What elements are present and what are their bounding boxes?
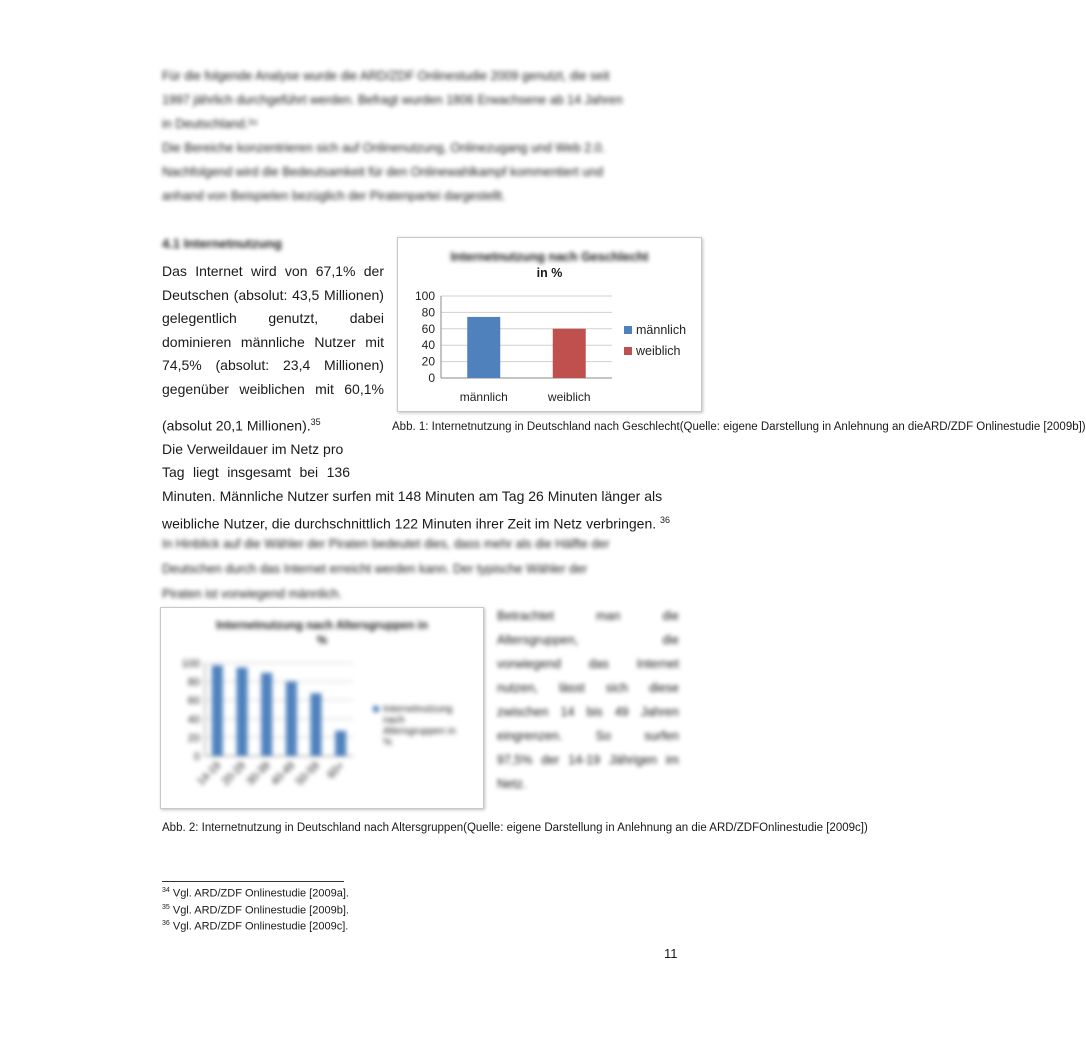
legend-label: % — [383, 737, 392, 748]
main-text-line-d — [162, 461, 350, 485]
footnote-number: 36 — [162, 920, 170, 928]
chart2-title-line2: % — [316, 635, 328, 647]
bar-weiblich — [553, 329, 586, 378]
chart1-title-line1: Internetnutzung nach Geschlecht — [450, 250, 649, 264]
chart-gender — [397, 237, 702, 412]
word: diese — [649, 681, 679, 695]
side-text-line — [497, 748, 679, 772]
word: Jahren — [640, 705, 679, 719]
chart1-caption-line: (Quelle: eigene Darstellung in Anlehnung an die — [679, 421, 924, 433]
word: Nutzer — [314, 333, 356, 350]
chart2-blur-layer — [161, 608, 483, 808]
chart2-caption-line: Onlinestudie [2009c]) — [759, 822, 868, 834]
footnote-ref-35: 35 — [310, 417, 321, 427]
side-text-line — [497, 652, 679, 676]
bar — [237, 667, 248, 756]
main-text-e: Minuten. Männliche Nutzer surfen mit 148 Minuten am Tag 26 Minuten länger als — [162, 488, 663, 504]
word: eingrenzen. — [497, 729, 563, 743]
bar — [335, 731, 346, 756]
word: man — [595, 609, 621, 623]
legend-label: weiblich — [636, 344, 681, 358]
word: So — [595, 729, 611, 743]
footnotes — [162, 884, 349, 934]
chart1-caption-line: ARD/ZDF Onlinestudie [2009b]) — [923, 421, 1086, 433]
intro-line: Nachfolgend wird die Bedeutsamkeit für den Onlinewahlkampf kommentiert und — [162, 165, 604, 179]
word: dominieren — [162, 333, 232, 350]
footnote — [162, 901, 349, 918]
word: Jährigen — [609, 753, 657, 767]
side-text-line — [497, 628, 679, 652]
word: nutzen, — [497, 681, 539, 695]
word: 60,1% — [344, 380, 384, 397]
legend-label: Altersgruppen in — [383, 726, 456, 737]
footnote-text: Vgl. ARD/ZDF Onlinestudie [2009b]. — [169, 904, 349, 917]
word: wird — [250, 263, 277, 279]
side-text-line — [497, 772, 679, 796]
word: Netz. — [497, 777, 527, 791]
intro-line: Für die folgende Analyse wurde die ARD/ZDF Onlinestudie 2009 genutzt, die seit — [162, 69, 610, 83]
word: Millionen) — [324, 286, 384, 303]
y-tick-label: 100 — [181, 658, 200, 670]
y-tick-label: 60 — [187, 695, 200, 708]
word: genutzt, — [268, 310, 319, 326]
chart2-plot — [161, 608, 483, 808]
x-tick-label: 30-39 — [244, 759, 273, 789]
word: weiblichen — [239, 380, 305, 397]
bar — [212, 665, 223, 756]
legend-swatch — [624, 326, 632, 334]
x-tick-label: männlich — [459, 390, 508, 404]
word: von — [284, 263, 308, 279]
chart1-caption-line: Abb. 1: Internetnutzung in Deutschland nach Geschlecht — [392, 421, 680, 433]
word: bei — [299, 464, 319, 480]
main-text-line-c — [162, 438, 350, 462]
word: zwischen — [497, 705, 549, 719]
side-text-line — [497, 604, 679, 628]
word: Das — [162, 263, 187, 279]
intro-line: Die Bereiche konzentrieren sich auf Onlinenutzung, Onlinezugang und Web 2.0. — [162, 141, 606, 155]
intro-line: in Deutschland.³⁴ — [162, 117, 258, 131]
main-text-line — [162, 260, 384, 284]
word: Altersgruppen, — [497, 633, 579, 647]
intro-line: 1997 jährlich durchgeführt werden. Befragt wurden 1806 Erwachsene ab 14 Jahren — [162, 93, 623, 107]
legend-label: männlich — [636, 323, 687, 337]
x-tick-label: 20-29 — [219, 759, 249, 789]
section-heading: 4.1 Internetnutzung — [162, 236, 282, 251]
main-text-f: weibliche Nutzer, die durchschnittlich 122 Minuten ihrer Zeit im Netz verbringen. — [162, 515, 657, 532]
word: männliche — [240, 333, 305, 350]
y-tick-label: 100 — [414, 289, 435, 303]
footnote-text: Vgl. ARD/ZDF Onlinestudie [2009a]. — [169, 887, 349, 900]
word: mit — [365, 333, 384, 350]
page-number: 11 — [664, 946, 678, 961]
x-tick-label: 50-59 — [293, 759, 323, 789]
main-text-line — [162, 307, 384, 331]
side-text-line — [497, 676, 679, 700]
chart2-title-line1: Internetnutzung nach Altersgruppen in — [216, 620, 428, 632]
word: bis — [586, 705, 603, 719]
x-tick-label: weiblich — [547, 390, 591, 404]
word: die — [662, 609, 679, 623]
word: 67,1% — [315, 263, 356, 279]
x-tick-label: 40-49 — [269, 759, 298, 789]
legend-swatch — [373, 706, 379, 712]
paragraph-2-line: In Hinblick auf die Wähler der Piraten bedeutet dies, dass mehr als die Hälfte der — [162, 537, 610, 551]
word: Deutschen — [162, 286, 229, 303]
main-text-block-a — [162, 260, 384, 401]
y-tick-label: 80 — [421, 305, 435, 320]
y-tick-label: 0 — [428, 371, 435, 385]
word: der — [363, 263, 384, 279]
y-tick-label: 40 — [421, 338, 435, 353]
word: mit — [315, 380, 334, 397]
bar-männlich — [467, 317, 500, 378]
word: 43,5 — [292, 286, 320, 303]
word: lässt — [559, 681, 585, 695]
chart1-caption — [392, 420, 1086, 434]
word: Millionen) — [324, 357, 384, 373]
word: Internet — [636, 657, 679, 671]
paragraph-2-line: Deutschen durch das Internet erreicht werden kann. Der typische Wähler der — [162, 562, 588, 576]
main-text-line — [162, 331, 384, 355]
chart1-plot — [398, 238, 701, 411]
word: surfen — [644, 729, 679, 743]
bar — [261, 673, 272, 756]
intro-line: anhand von Beispielen bezüglich der Piratenpartei dargestellt. — [162, 189, 506, 203]
y-tick-label: 80 — [187, 676, 200, 689]
word: sich — [605, 681, 629, 695]
chart-age — [160, 607, 484, 809]
side-text-line — [497, 724, 679, 748]
main-text-line-e — [162, 485, 662, 509]
word: gegenüber — [162, 380, 229, 397]
y-tick-label: 20 — [421, 354, 435, 369]
word: vorwiegend — [497, 657, 561, 671]
footnote-ref-36: 36 — [660, 515, 671, 525]
intro-paragraph — [162, 64, 678, 208]
footnote — [162, 884, 349, 901]
word: der — [541, 753, 560, 767]
legend-label: Internetnutzung — [383, 704, 453, 715]
word: (absolut: — [215, 357, 270, 373]
word: Betrachtet — [497, 609, 554, 623]
footnote-rule — [162, 881, 344, 882]
main-text-line — [162, 378, 384, 402]
main-text-line-b — [162, 411, 321, 438]
main-text-c: Die Verweildauer im Netz pro — [162, 441, 344, 457]
side-text — [497, 604, 679, 796]
chart2-caption-line: (Quelle: eigene Darstellung in Anlehnung an die ARD/ZDF — [463, 822, 760, 834]
legend-swatch — [624, 347, 632, 355]
bar — [286, 681, 297, 756]
legend-label: nach — [383, 715, 405, 726]
word: 97,5% — [497, 753, 533, 767]
footnote — [162, 917, 349, 934]
word: dabei — [349, 310, 384, 326]
y-tick-label: 60 — [421, 321, 435, 336]
word: im — [665, 753, 679, 767]
main-text-d — [162, 461, 350, 485]
bar — [311, 693, 322, 756]
footnote-number: 34 — [162, 887, 170, 894]
word: Tag — [162, 464, 185, 480]
word: gelegentlich — [162, 310, 237, 326]
word: das — [588, 657, 609, 671]
word: liegt — [193, 464, 219, 480]
y-tick-label: 0 — [193, 751, 200, 763]
footnote-text: Vgl. ARD/ZDF Onlinestudie [2009c]. — [169, 920, 349, 933]
x-tick-label: 60+ — [325, 759, 347, 782]
paragraph-2-line: Piraten ist vorwiegend männlich. — [162, 587, 342, 601]
main-text-line — [162, 284, 384, 308]
x-tick-label: 14-19 — [195, 759, 224, 789]
word: 74,5% — [162, 357, 202, 373]
main-text-line — [162, 354, 384, 378]
chart2-caption-line: Abb. 2: Internetnutzung in Deutschland nach Altersgruppen — [162, 822, 464, 834]
main-text-b: (absolut 20,1 Millionen). — [162, 417, 311, 434]
y-tick-label: 40 — [187, 713, 200, 726]
y-tick-label: 20 — [187, 732, 200, 745]
word: 49 — [614, 705, 629, 719]
side-text-line — [497, 700, 679, 724]
word: 23,4 — [283, 357, 311, 373]
word: 14-19 — [568, 753, 601, 767]
word: die — [662, 633, 679, 647]
word: insgesamt — [227, 464, 292, 480]
word: 136 — [326, 464, 350, 480]
word: Internet — [195, 263, 243, 279]
word: (absolut: — [233, 286, 288, 303]
word: 14 — [560, 705, 575, 719]
paragraph-2 — [162, 532, 678, 607]
chart1-title-line2: in % — [536, 266, 563, 280]
footnote-number: 35 — [162, 903, 170, 911]
chart2-caption — [162, 822, 868, 836]
